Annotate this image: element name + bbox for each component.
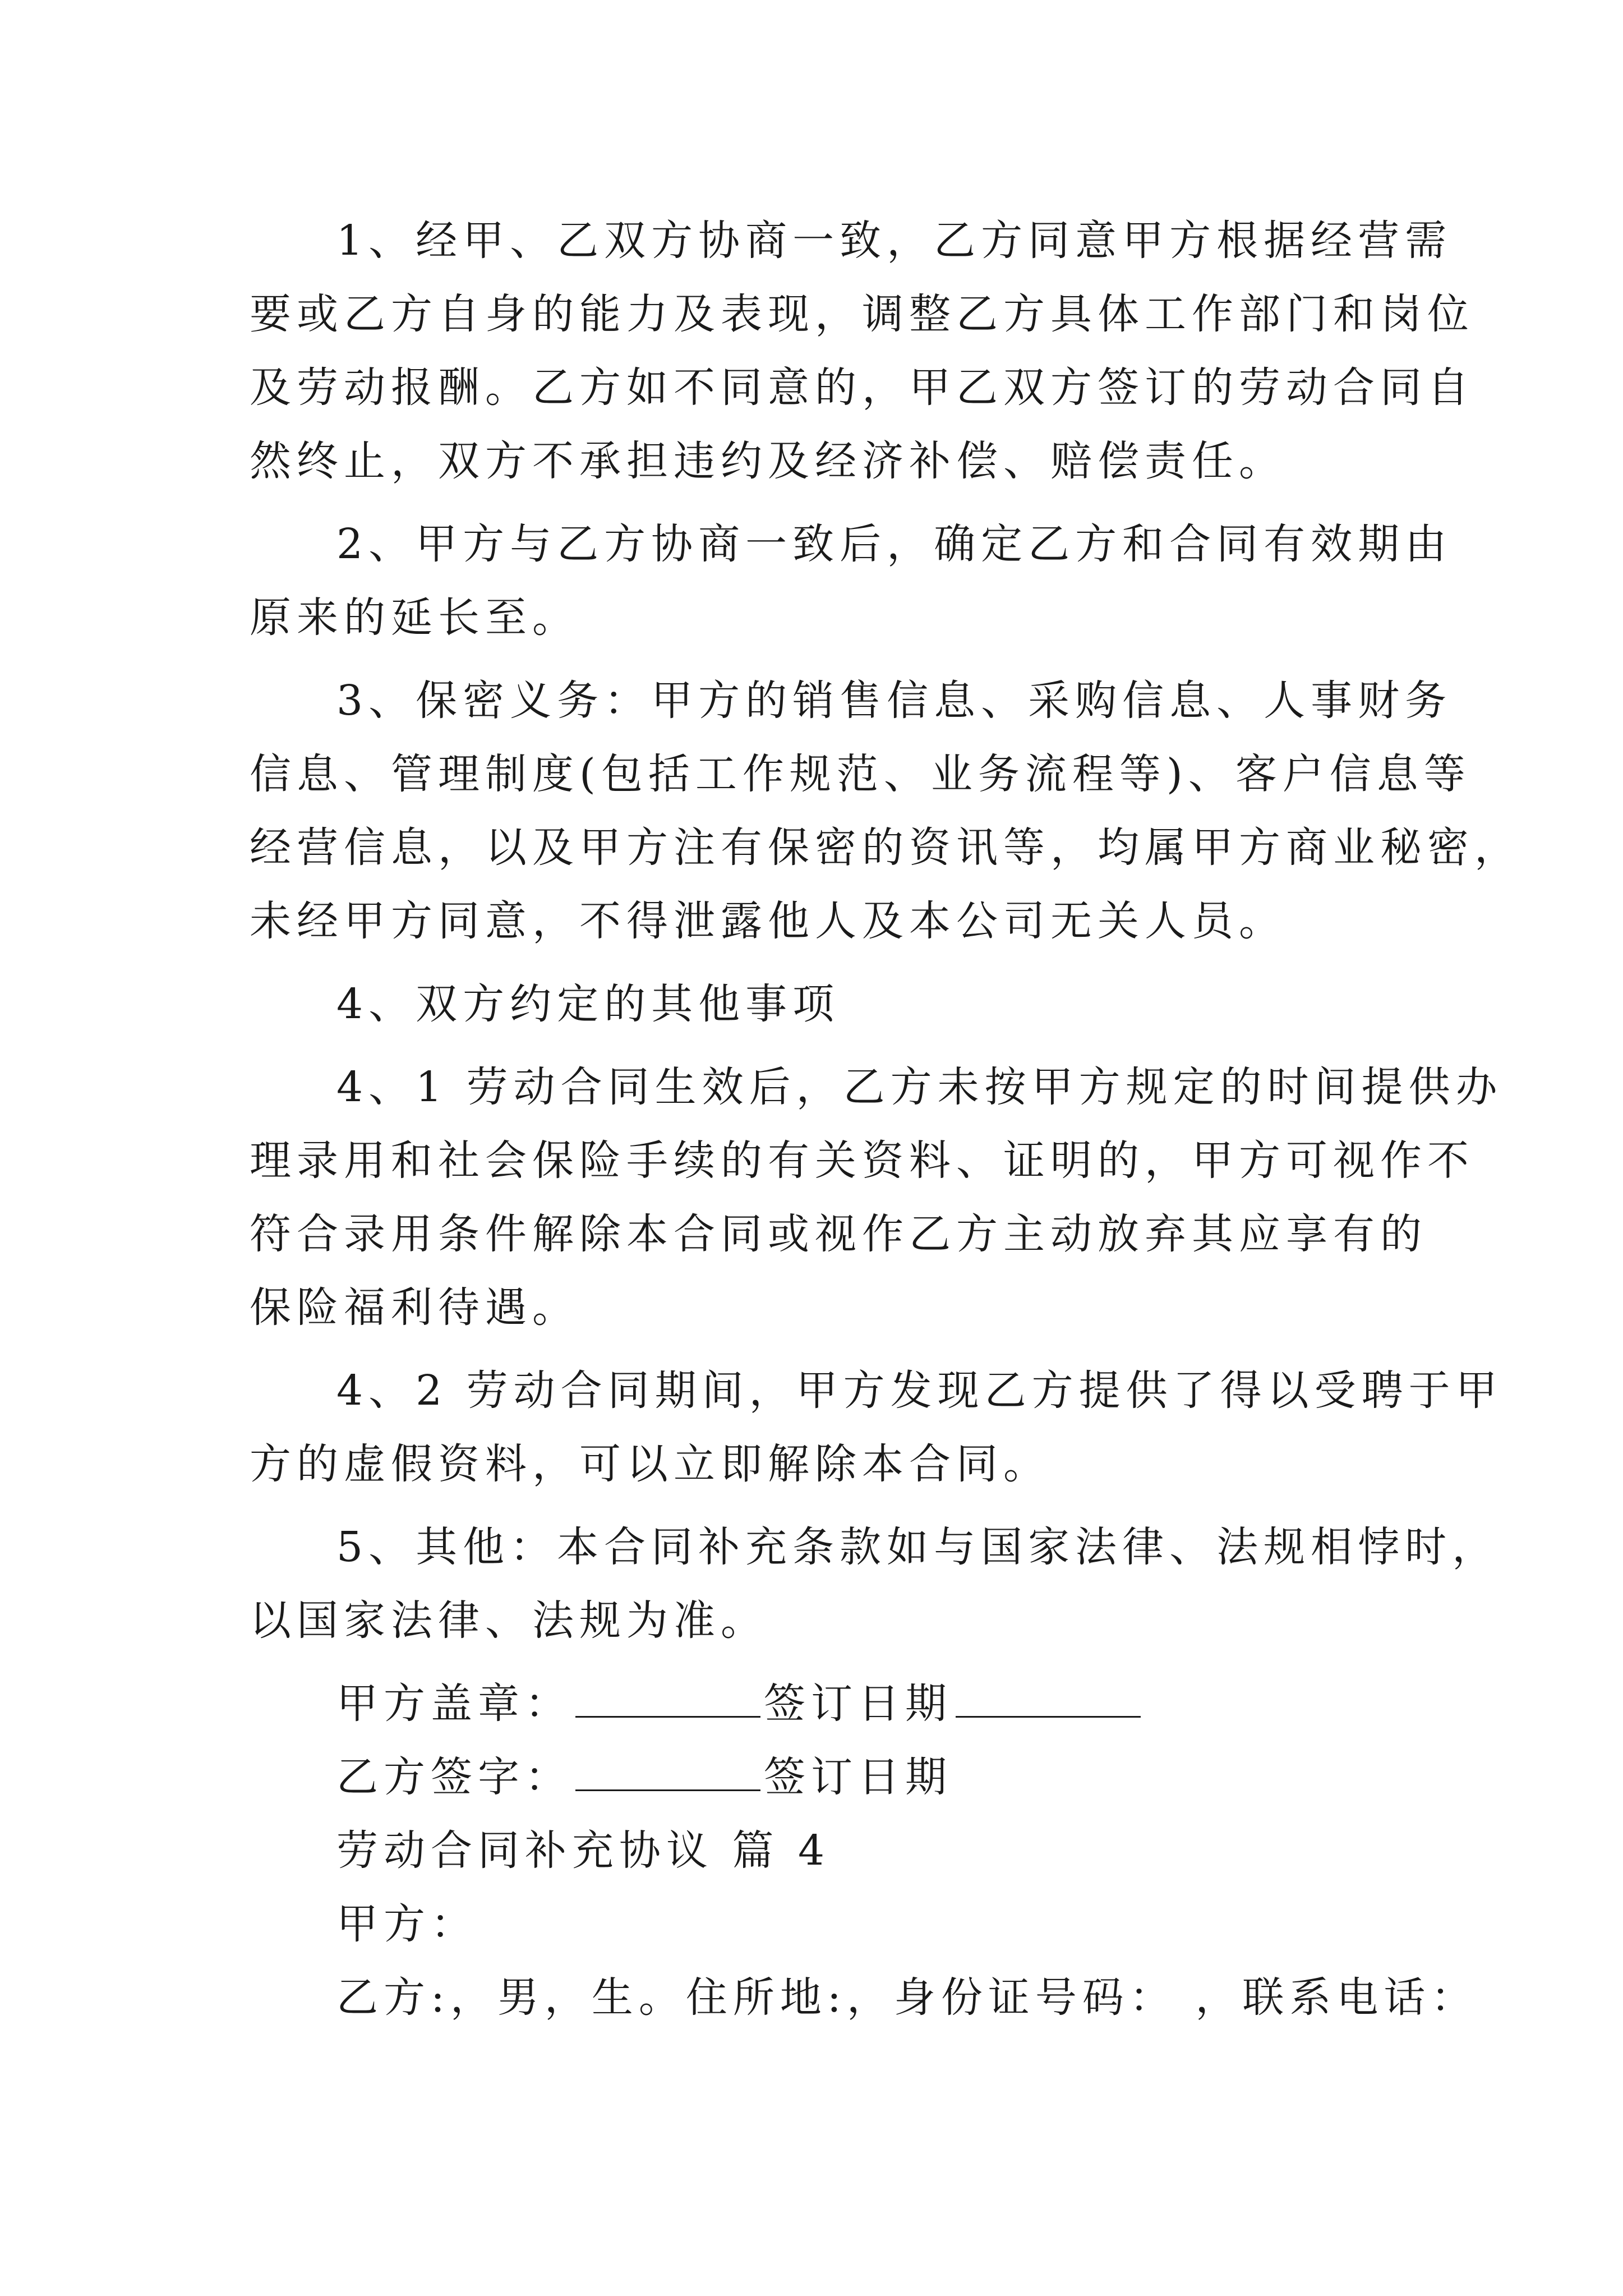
party-b-date-label: 签订日期 [764, 1753, 952, 1801]
paragraph-4-1-line-4: 保险福利待遇。 [250, 1283, 579, 1332]
party-b-signature-row [336, 1749, 952, 1805]
paragraph-2-line-1: 2、甲方与乙方协商一致后，确定乙方和合同有效期由 [336, 520, 1453, 568]
paragraph-1-line-2: 要或乙方自身的能力及表现，调整乙方具体工作部门和岗位 [250, 290, 1474, 338]
party-a-date-label: 签订日期 [764, 1680, 952, 1728]
paragraph-3-line-1: 3、保密义务：甲方的销售信息、采购信息、人事财务 [336, 677, 1453, 725]
paragraph-1-line-1: 1、经甲、乙双方协商一致，乙方同意甲方根据经营需 [336, 217, 1453, 265]
paragraph-1-line-3: 及劳动报酬。乙方如不同意的，甲乙双方签订的劳动合同自 [250, 364, 1474, 412]
paragraph-4-1-line-3: 符合录用条件解除本合同或视作乙方主动放弃其应享有的 [250, 1210, 1427, 1258]
paragraph-4-heading: 4、双方约定的其他事项 [336, 980, 840, 1028]
paragraph-5-line-1: 5、其他：本合同补充条款如与国家法律、法规相悖时， [336, 1523, 1500, 1571]
paragraph-3-line-2: 信息、管理制度(包括工作规范、业务流程等)、客户信息等 [250, 750, 1471, 798]
paragraph-1-line-4: 然终止，双方不承担违约及经济补偿、赔偿责任。 [250, 437, 1286, 485]
party-b-line: 乙方:，男，生。住所地:，身份证号码： ，联系电话： [336, 1973, 1478, 2022]
paragraph-4-1-line-2: 理录用和社会保险手续的有关资料、证明的，甲方可视作不 [250, 1137, 1474, 1185]
party-a-line: 甲方： [336, 1900, 478, 1948]
paragraph-2-line-2: 原来的延长至。 [250, 593, 579, 642]
paragraph-4-2-line-2: 方的虚假资料，可以立即解除本合同。 [250, 1440, 1050, 1488]
section-title: 劳动合同补充协议 篇 4 [336, 1826, 831, 1875]
party-a-date-blank [956, 1677, 1141, 1718]
party-b-sign-label: 乙方签字： [336, 1753, 572, 1801]
party-b-sign-blank [575, 1750, 760, 1791]
paragraph-3-line-3: 经营信息，以及甲方注有保密的资讯等，均属甲方商业秘密， [250, 823, 1521, 872]
paragraph-4-2-line-1: 4、2 劳动合同期间，甲方发现乙方提供了得以受聘于甲 [336, 1366, 1503, 1415]
paragraph-4-1-line-1: 4、1 劳动合同生效后，乙方未按甲方规定的时间提供办 [336, 1063, 1503, 1111]
party-a-seal-blank [575, 1677, 760, 1718]
paragraph-5-line-2: 以国家法律、法规为准。 [250, 1596, 768, 1645]
party-a-signature-row [336, 1676, 1144, 1732]
paragraph-3-line-4: 未经甲方同意，不得泄露他人及本公司无关人员。 [250, 897, 1286, 945]
party-a-seal-label: 甲方盖章： [336, 1680, 572, 1728]
